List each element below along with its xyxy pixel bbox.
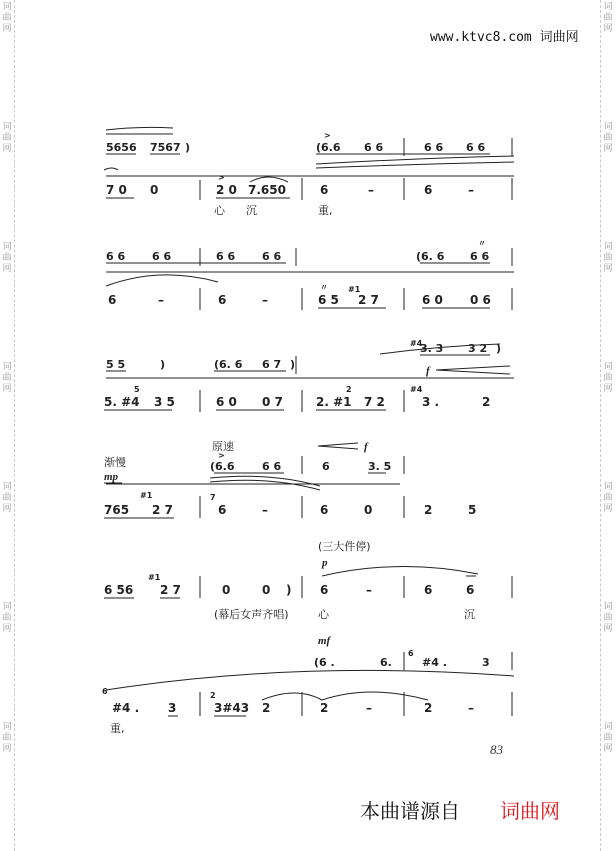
note-group: #4 . <box>112 701 140 715</box>
note: 0 <box>262 583 271 597</box>
watermark-group: 词 曲 网 <box>2 2 12 34</box>
grace-note: 6 <box>408 649 414 658</box>
note: 2 <box>424 701 433 715</box>
note-group: 765 <box>104 503 130 517</box>
dash: – <box>468 183 474 197</box>
accent-mark: > <box>218 451 225 460</box>
dynamic-f: f <box>426 365 430 377</box>
note-group: 2. #1 <box>316 395 352 409</box>
note-group: 0 7 <box>262 395 283 409</box>
grace-note: 2 <box>346 385 352 394</box>
watermark-group: 词 曲 网 <box>2 362 12 394</box>
note-group: (6. 6 <box>214 358 243 371</box>
note-group: 6 6 <box>216 250 236 263</box>
watermark-group: 词 曲 网 <box>2 722 12 754</box>
note-group: 5656 <box>106 141 137 154</box>
note: 3 <box>482 656 490 669</box>
page-number: 83 <box>490 742 503 757</box>
note-group: 3 . <box>422 395 440 409</box>
grace-note: 6 <box>102 687 108 696</box>
note-group: 6 56 <box>104 583 134 597</box>
dash: – <box>262 503 268 517</box>
dash: – <box>158 293 164 307</box>
tempo-primo: 原速 <box>212 440 234 453</box>
lyric: 重, <box>110 722 125 735</box>
note-group: 6 6 <box>262 460 282 473</box>
dynamic-mp: mp <box>104 471 119 483</box>
watermark-group: 词 曲 网 <box>2 602 12 634</box>
note: 2 <box>320 701 329 715</box>
score-row-4 <box>104 439 476 518</box>
slur <box>316 162 514 168</box>
score-row-5 <box>104 539 512 621</box>
rit-marking: 渐慢 <box>104 456 126 469</box>
score-row-1 <box>104 127 514 217</box>
note-group: 0 6 <box>470 293 491 307</box>
accent-mark: > <box>218 173 225 182</box>
ornament-mark: 〃 <box>478 239 486 248</box>
watermark-group: 词 曲 网 <box>2 122 12 154</box>
score-row-3 <box>104 339 514 412</box>
note: 5 <box>468 503 477 517</box>
note: 0 <box>150 183 159 197</box>
note-group: 7567 <box>150 141 181 154</box>
watermark-group: 词 曲 网 <box>603 602 613 634</box>
note-group: (6. 6 <box>416 250 445 263</box>
accent-mark: > <box>324 131 331 140</box>
note-group: 6 7 <box>262 358 282 371</box>
tie <box>322 692 428 700</box>
grace-note: #4 <box>410 339 423 348</box>
note-group: 7 2 <box>364 395 385 409</box>
note-group: 7.650 <box>248 183 286 197</box>
footer-brand[interactable]: 词曲网 <box>500 799 560 823</box>
note-group: 2 0 <box>216 183 237 197</box>
grace-note: 2 <box>210 691 216 700</box>
watermark-group: 词 曲 网 <box>603 722 613 754</box>
lyric: 心 <box>318 608 329 621</box>
watermark-group: 词 曲 网 <box>603 482 613 514</box>
note-group: 3#43 <box>214 701 250 715</box>
note-group: (6 . <box>314 656 335 669</box>
grace-note: #4 <box>410 385 423 394</box>
dash: – <box>368 183 374 197</box>
note: 6 <box>466 583 475 597</box>
note-group: 2 7 <box>160 583 181 597</box>
note: 6 <box>424 583 433 597</box>
note-group: 6 6 <box>470 250 490 263</box>
grace-note: #1 <box>148 573 161 582</box>
watermark-group: 词 曲 网 <box>2 242 12 274</box>
note-group: 5 5 <box>106 358 126 371</box>
note-group: 6 5 <box>318 293 339 307</box>
bracket: ) <box>160 358 166 371</box>
lyric: 重, <box>318 204 333 217</box>
note: 2 <box>262 701 271 715</box>
grace-note: 7 <box>210 493 216 502</box>
note: 2 <box>482 395 491 409</box>
bracket: ) <box>290 358 296 371</box>
note-group: 7 0 <box>106 183 127 197</box>
lyric: 沉 <box>246 204 257 217</box>
dynamic-p: p <box>322 557 328 569</box>
ornament-mark: 〃 <box>320 283 328 292</box>
hairpin <box>436 366 510 374</box>
note: 6 <box>320 183 329 197</box>
note-group: 5. #4 <box>104 395 140 409</box>
note-group: 6 6 <box>364 141 384 154</box>
note: 6 <box>322 460 330 473</box>
note-group: 3. 5 <box>368 460 392 473</box>
watermark-group: 词 曲 网 <box>2 482 12 514</box>
note: 6 <box>218 293 227 307</box>
dash: – <box>468 701 474 715</box>
dynamic-mf: mf <box>318 635 331 647</box>
slur <box>106 275 218 286</box>
note-group: 6 6 <box>152 250 172 263</box>
slur <box>106 670 514 690</box>
slur <box>250 177 288 182</box>
lyric: 心 <box>214 204 225 217</box>
note-group: 6 6 <box>106 250 126 263</box>
note-group: #4 . <box>422 656 447 669</box>
grace-note: 5 <box>134 385 140 394</box>
note: 6 <box>320 583 329 597</box>
note: 6 <box>424 183 433 197</box>
note: 6 <box>320 503 329 517</box>
grace-note: #1 <box>348 285 361 294</box>
watermark-group: 词 曲 网 <box>603 242 613 274</box>
lyric: 沉 <box>464 608 475 621</box>
note-group: 6 0 <box>216 395 237 409</box>
dynamic-f: f <box>364 441 368 453</box>
bracket: ) <box>185 141 191 154</box>
site-url[interactable]: www.ktvc8.com 词曲网 <box>430 30 579 45</box>
note-group: (6.6 <box>210 460 235 473</box>
score-row-6 <box>102 635 514 735</box>
note-group: 3 2 <box>468 342 488 355</box>
bracket: ) <box>286 583 292 597</box>
note-group: 3. 3 <box>420 342 444 355</box>
note-group: 6 6 <box>424 141 444 154</box>
note-group: 6 0 <box>422 293 443 307</box>
dash: – <box>366 583 372 597</box>
watermark-group: 词 曲 网 <box>603 122 613 154</box>
note-group: 6 6 <box>262 250 282 263</box>
score-row-2 <box>106 239 514 310</box>
dash: – <box>366 701 372 715</box>
note: 6 <box>108 293 117 307</box>
note-group: 6. <box>380 656 392 669</box>
tie <box>262 693 322 700</box>
note-group: 2 7 <box>152 503 173 517</box>
note: 2 <box>424 503 433 517</box>
note-group: (6.6 <box>316 141 341 154</box>
note-group: 3 5 <box>154 395 175 409</box>
grace-note: #1 <box>140 491 153 500</box>
note-group: 6 6 <box>466 141 486 154</box>
note: 0 <box>222 583 231 597</box>
note-group: 2 7 <box>358 293 379 307</box>
watermark-group: 词 曲 网 <box>603 2 613 34</box>
watermark-group: 词 曲 网 <box>603 362 613 394</box>
offstage-chorus: (幕后女声齐唱) <box>214 608 289 621</box>
note: 3 <box>168 701 177 715</box>
note: 6 <box>218 503 227 517</box>
bracket: ) <box>496 342 502 355</box>
hairpin <box>318 443 358 449</box>
hairpin <box>106 127 173 130</box>
orchestra-stop: (三大件停) <box>318 540 371 553</box>
dash: – <box>262 293 268 307</box>
footer-text: 本曲谱源自 <box>360 799 460 823</box>
slur <box>322 566 478 576</box>
slur <box>104 168 118 170</box>
note: 0 <box>364 503 373 517</box>
